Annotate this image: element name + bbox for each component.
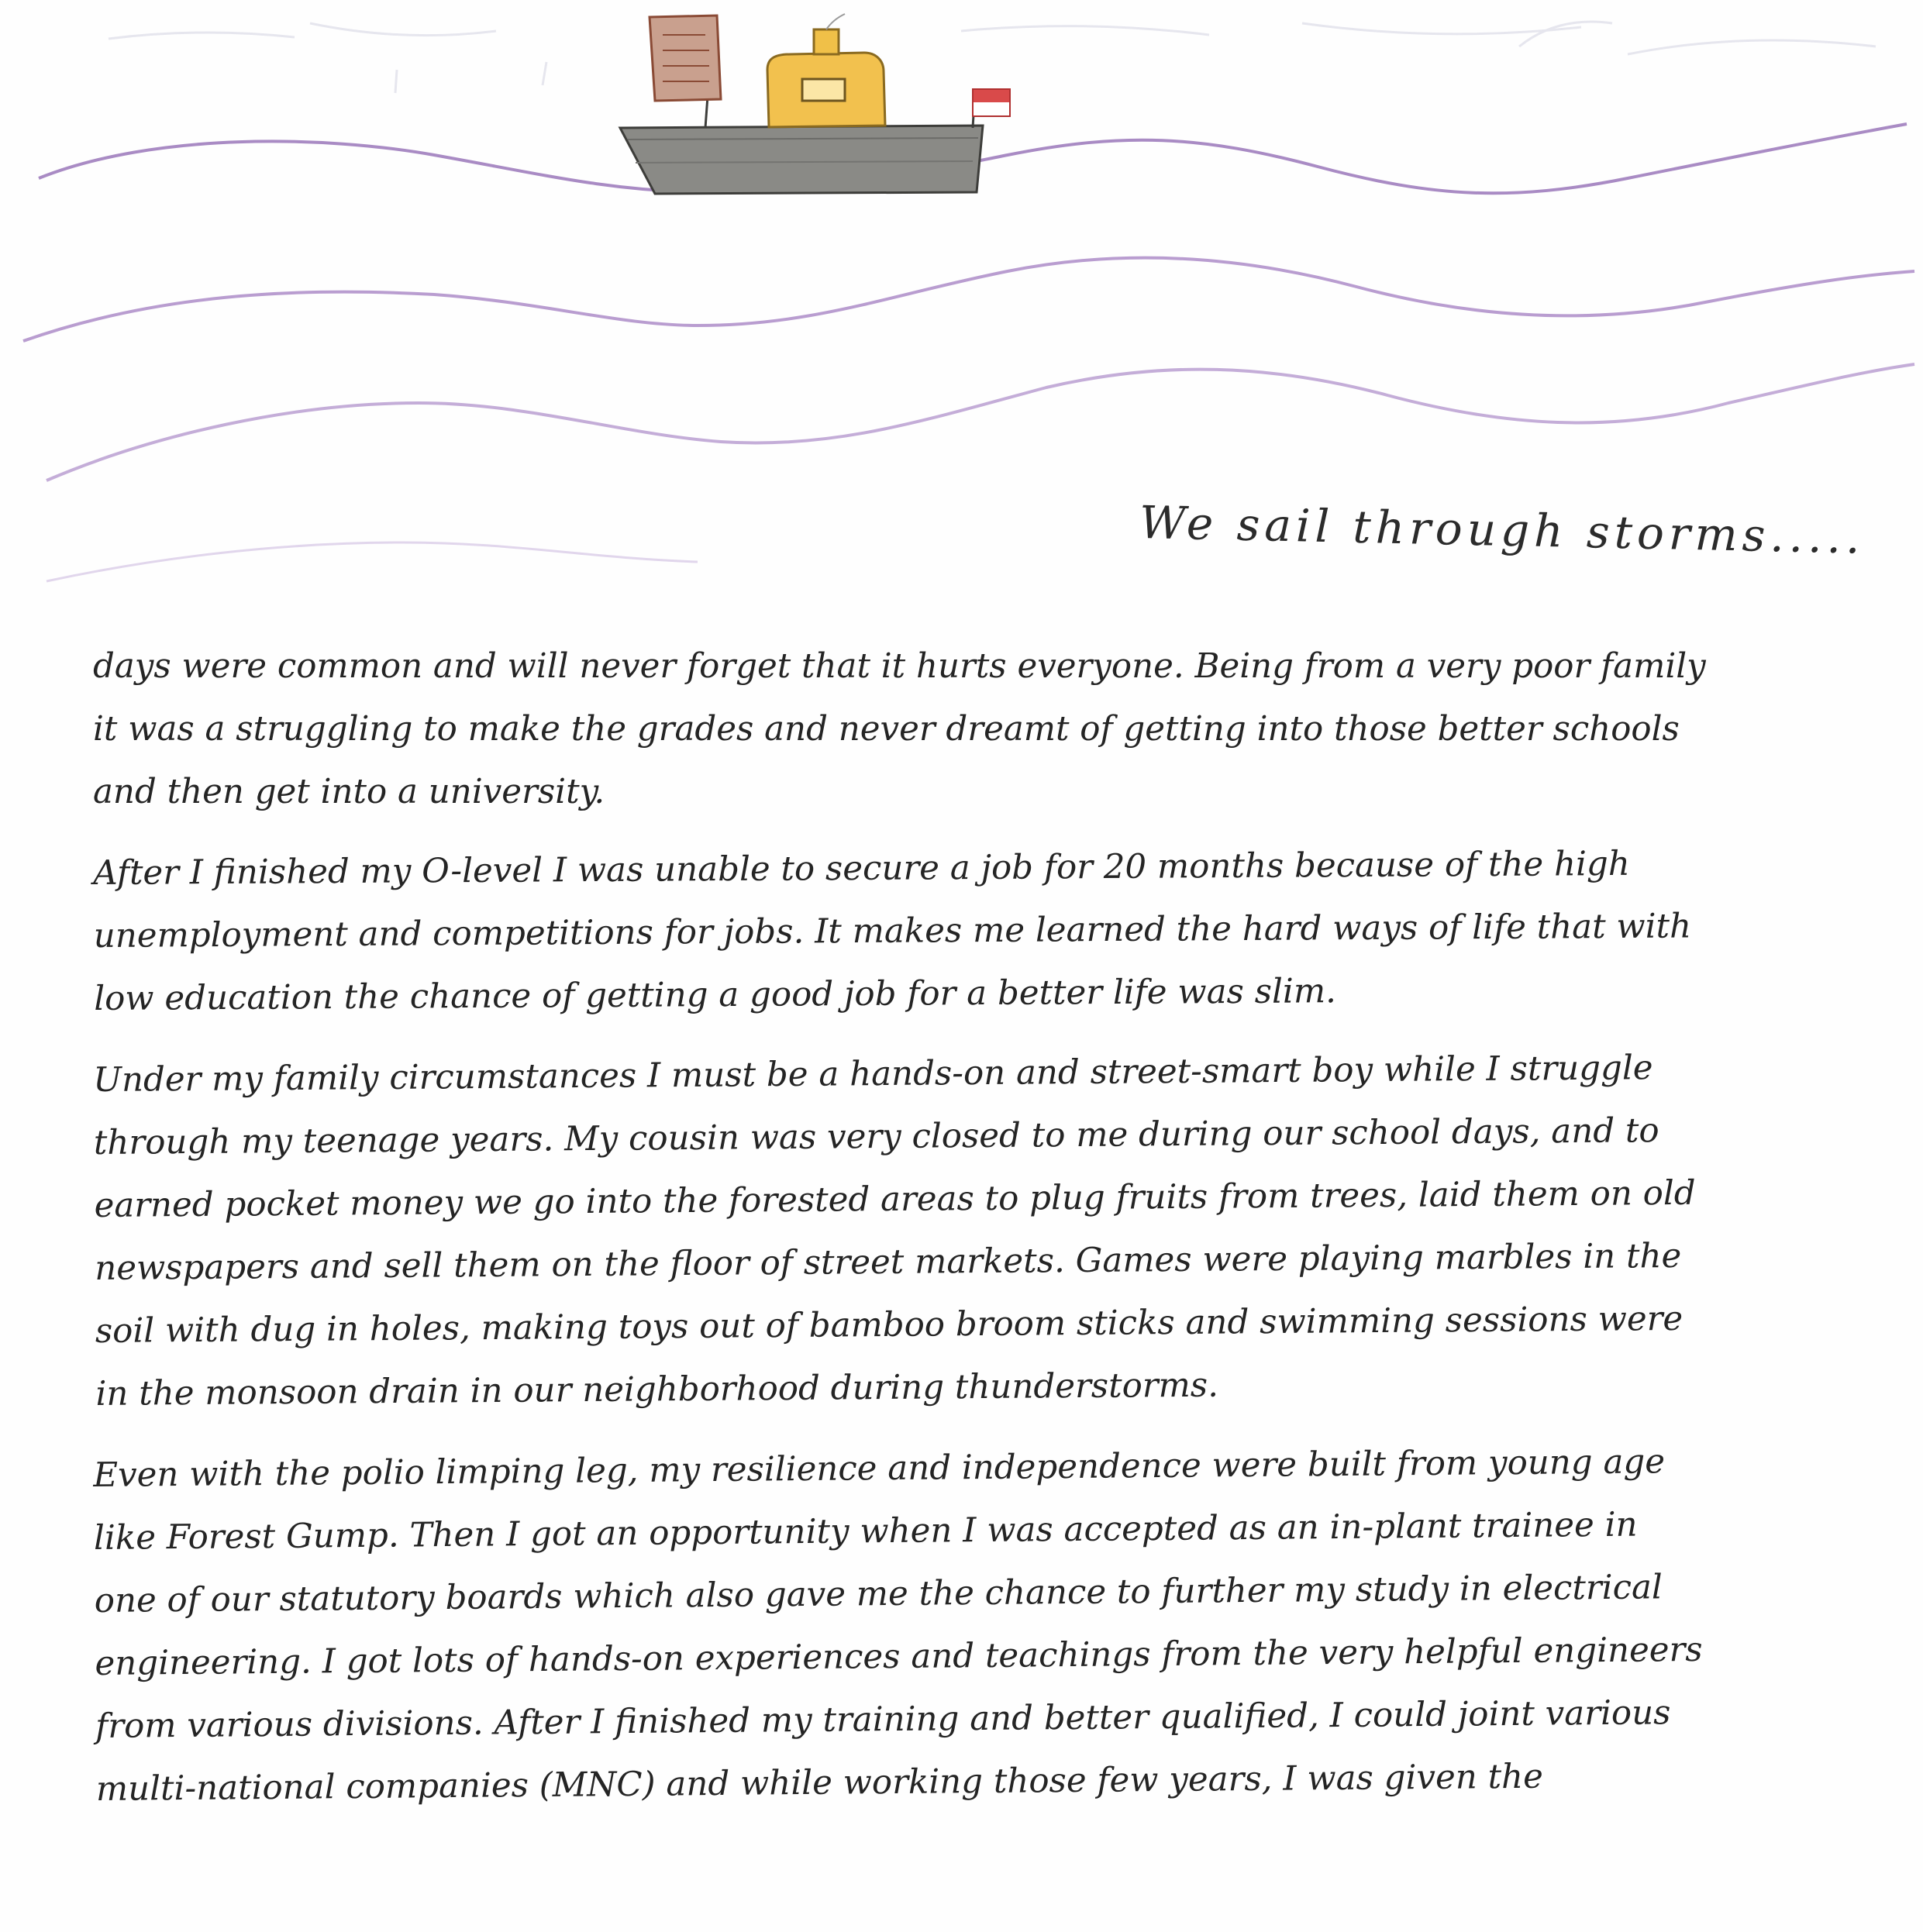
cabin-window [802,79,845,101]
paragraph: Even with the polio limping leg, my resilience and independence were built from young age like Forest Gump. Then I got an opportunity when I was accepted as an in-plant trainee in one of our statutory boards which also gave me the chance to further my study in electrical engineering. I got lots of hands-on experiences and teachings from the very helpful engineers from various divisions. After I finished my training and better qualified, I could joint various multi-national companies (MNC) and while working those few years, I was given the [93,1442,1703,1809]
boat [620,14,1010,194]
boat-sail [650,15,721,101]
drawing-caption: We sail through storms..... [1139,496,1866,564]
wave-line-4 [47,542,698,581]
boat-chimney [814,29,839,54]
paragraph: Under my family circumstances I must be a hands-on and street-smart boy while I struggle through my teenage years. My cousin was very closed to me during our school days, and to earned pocket money we go into the forested areas to plug fruits from trees, laid them on old newspapers and sell them on the floor of street markets. Games were playing marbles in the soil with dug in holes, making toys out of bamboo broom sticks and swimming sessions were in the monsoon drain in our neighborhood during thunderstorms. [93,1049,1696,1414]
paragraph: days were common and will never forget that it hurts everyone. Being from a very poor family it was a struggling to make the grades and never dreamt of getting into those better schools and then get into a university. [93,647,1706,811]
boat-hull [620,126,983,194]
wave-line-3 [47,364,1914,480]
paragraph: After I finished my O-level I was unable to secure a job for 20 months because of the high unemployment and competitions for jobs. It makes me learned the hard ways of life that with low education the chance of getting a good job for a better life was slim. [93,844,1692,1018]
essay-body [93,635,1868,1840]
wave-line-2 [23,258,1914,341]
